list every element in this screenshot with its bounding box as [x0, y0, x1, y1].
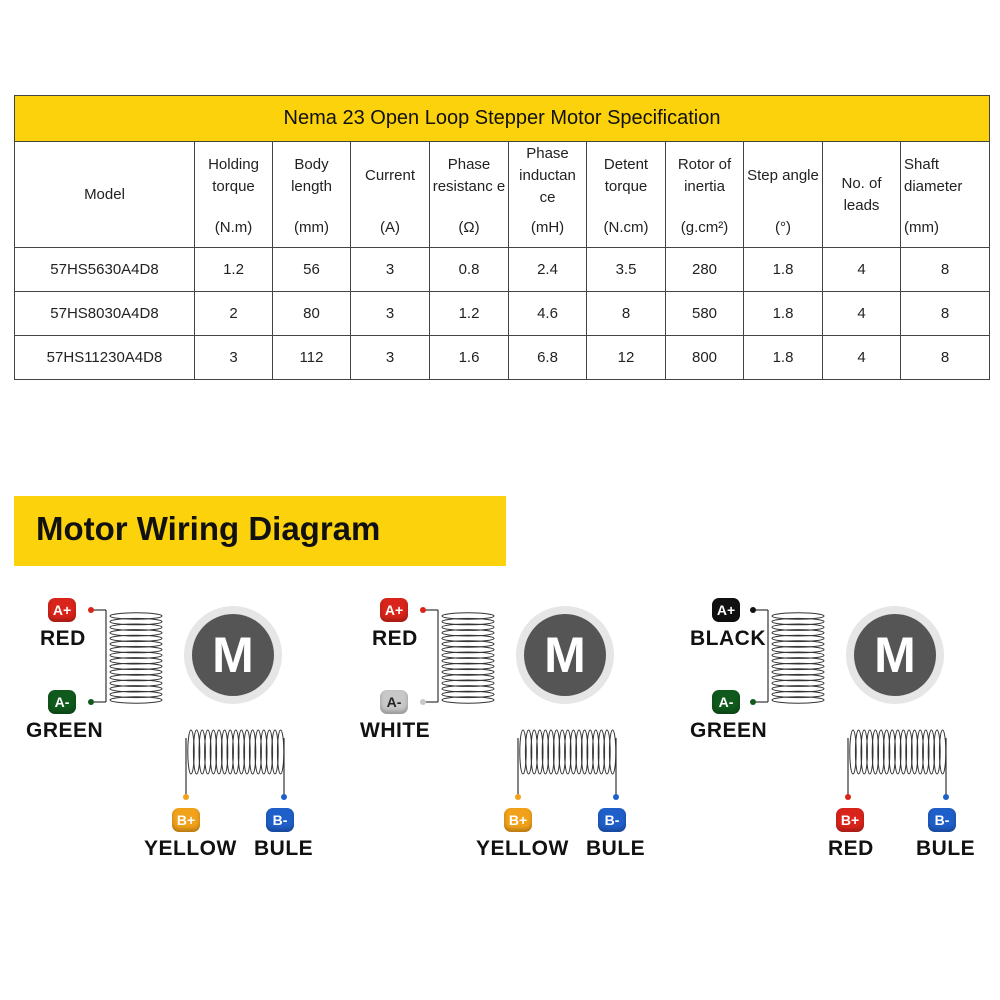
a-plus-label: RED: [40, 627, 86, 650]
header-shaft-diameter: Shaft diameter: [901, 141, 990, 209]
a-minus-label: WHITE: [360, 719, 431, 742]
wiring-title: Motor Wiring Diagram: [36, 510, 381, 547]
motor-symbol: M: [524, 614, 606, 696]
unit-current: (A): [351, 209, 430, 248]
a-plus-label: BLACK: [690, 627, 766, 650]
b-minus-badge: B-: [598, 808, 626, 832]
a-plus-badge: A+: [48, 598, 76, 622]
unit-detent-torque: (N.cm): [587, 209, 666, 248]
header-detent-torque: Detent torque: [587, 141, 666, 209]
terminal-b-plus: [183, 794, 189, 800]
b-plus-badge: B+: [504, 808, 532, 832]
table-cell: 1.8: [744, 248, 823, 292]
table-cell: 57HS11230A4D8: [15, 336, 195, 380]
header-rotor-inertia: Rotor of inertia: [666, 141, 744, 209]
unit-holding-torque: (N.m): [195, 209, 273, 248]
terminal-a-minus: [750, 699, 756, 705]
table-cell: 2.4: [509, 248, 587, 292]
a-minus-badge: A-: [712, 690, 740, 714]
table-cell: 2: [195, 292, 273, 336]
b-minus-label: BULE: [586, 837, 646, 860]
table-cell: 0.8: [430, 248, 509, 292]
header-leads: No. of leads: [823, 141, 901, 248]
b-plus-label: RED: [828, 837, 874, 860]
terminal-b-plus: [515, 794, 521, 800]
table-cell: 56: [273, 248, 351, 292]
motor-icon: [516, 606, 614, 704]
table-cell: 3: [351, 336, 430, 380]
a-minus-label: GREEN: [690, 719, 768, 742]
table-cell: 8: [901, 248, 990, 292]
table-cell: 3: [195, 336, 273, 380]
a-minus-label: GREEN: [26, 719, 104, 742]
table-row: [15, 248, 990, 292]
a-plus-badge: A+: [712, 598, 740, 622]
terminal-a-plus: [750, 607, 756, 613]
unit-phase-inductance: (mH): [509, 209, 587, 248]
table-cell: 8: [901, 292, 990, 336]
b-minus-label: BULE: [916, 837, 976, 860]
table-cell: 1.2: [195, 248, 273, 292]
header-phase-resistance: Phase resistanc e: [430, 141, 509, 209]
table-cell: 280: [666, 248, 744, 292]
terminal-a-plus: [88, 607, 94, 613]
table-cell: 800: [666, 336, 744, 380]
header-body-length: Body length: [273, 141, 351, 209]
unit-rotor-inertia: (g.cm²): [666, 209, 744, 248]
motor-symbol: M: [192, 614, 274, 696]
wiring-diagram-3: [676, 590, 1000, 870]
table-cell: 3: [351, 248, 430, 292]
table-cell: 57HS8030A4D8: [15, 292, 195, 336]
table-cell: 8: [587, 292, 666, 336]
header-current: Current: [351, 141, 430, 209]
unit-body-length: (mm): [273, 209, 351, 248]
spec-table: [14, 95, 990, 380]
a-plus-label: RED: [372, 627, 418, 650]
terminal-b-plus: [845, 794, 851, 800]
header-model: Model: [15, 141, 195, 248]
b-minus-badge: B-: [928, 808, 956, 832]
header-holding-torque: Holding torque: [195, 141, 273, 209]
wiring-diagram-1: [14, 590, 344, 870]
table-cell: 4: [823, 292, 901, 336]
table-cell: 1.8: [744, 292, 823, 336]
table-cell: 1.8: [744, 336, 823, 380]
table-cell: 4.6: [509, 292, 587, 336]
table-cell: 3: [351, 292, 430, 336]
table-cell: 4: [823, 248, 901, 292]
table-cell: 4: [823, 336, 901, 380]
b-plus-label: YELLOW: [476, 837, 569, 860]
terminal-b-minus: [281, 794, 287, 800]
table-cell: 57HS5630A4D8: [15, 248, 195, 292]
header-phase-inductance: Phase inductan ce: [509, 141, 587, 209]
table-cell: 8: [901, 336, 990, 380]
wiring-diagram-2: [346, 590, 676, 870]
a-plus-badge: A+: [380, 598, 408, 622]
table-cell: 112: [273, 336, 351, 380]
table-cell: 12: [587, 336, 666, 380]
a-minus-badge: A-: [380, 690, 408, 714]
b-plus-badge: B+: [172, 808, 200, 832]
terminal-b-minus: [943, 794, 949, 800]
table-row: [15, 336, 990, 380]
table-cell: 1.2: [430, 292, 509, 336]
header-step-angle: Step angle: [744, 141, 823, 209]
a-minus-badge: A-: [48, 690, 76, 714]
table-row: [15, 292, 990, 336]
table-title: Nema 23 Open Loop Stepper Motor Specification: [15, 96, 990, 142]
terminal-a-minus: [88, 699, 94, 705]
motor-icon: [846, 606, 944, 704]
terminal-a-minus: [420, 699, 426, 705]
motor-icon: [184, 606, 282, 704]
b-plus-label: YELLOW: [144, 837, 237, 860]
terminal-a-plus: [420, 607, 426, 613]
table-cell: 1.6: [430, 336, 509, 380]
unit-shaft-diameter: (mm): [901, 209, 990, 248]
unit-phase-resistance: (Ω): [430, 209, 509, 248]
b-minus-badge: B-: [266, 808, 294, 832]
wiring-banner: [14, 496, 506, 566]
table-cell: 80: [273, 292, 351, 336]
table-cell: 6.8: [509, 336, 587, 380]
unit-step-angle: (°): [744, 209, 823, 248]
b-plus-badge: B+: [836, 808, 864, 832]
motor-symbol: M: [854, 614, 936, 696]
b-minus-label: BULE: [254, 837, 314, 860]
table-cell: 3.5: [587, 248, 666, 292]
terminal-b-minus: [613, 794, 619, 800]
table-cell: 580: [666, 292, 744, 336]
